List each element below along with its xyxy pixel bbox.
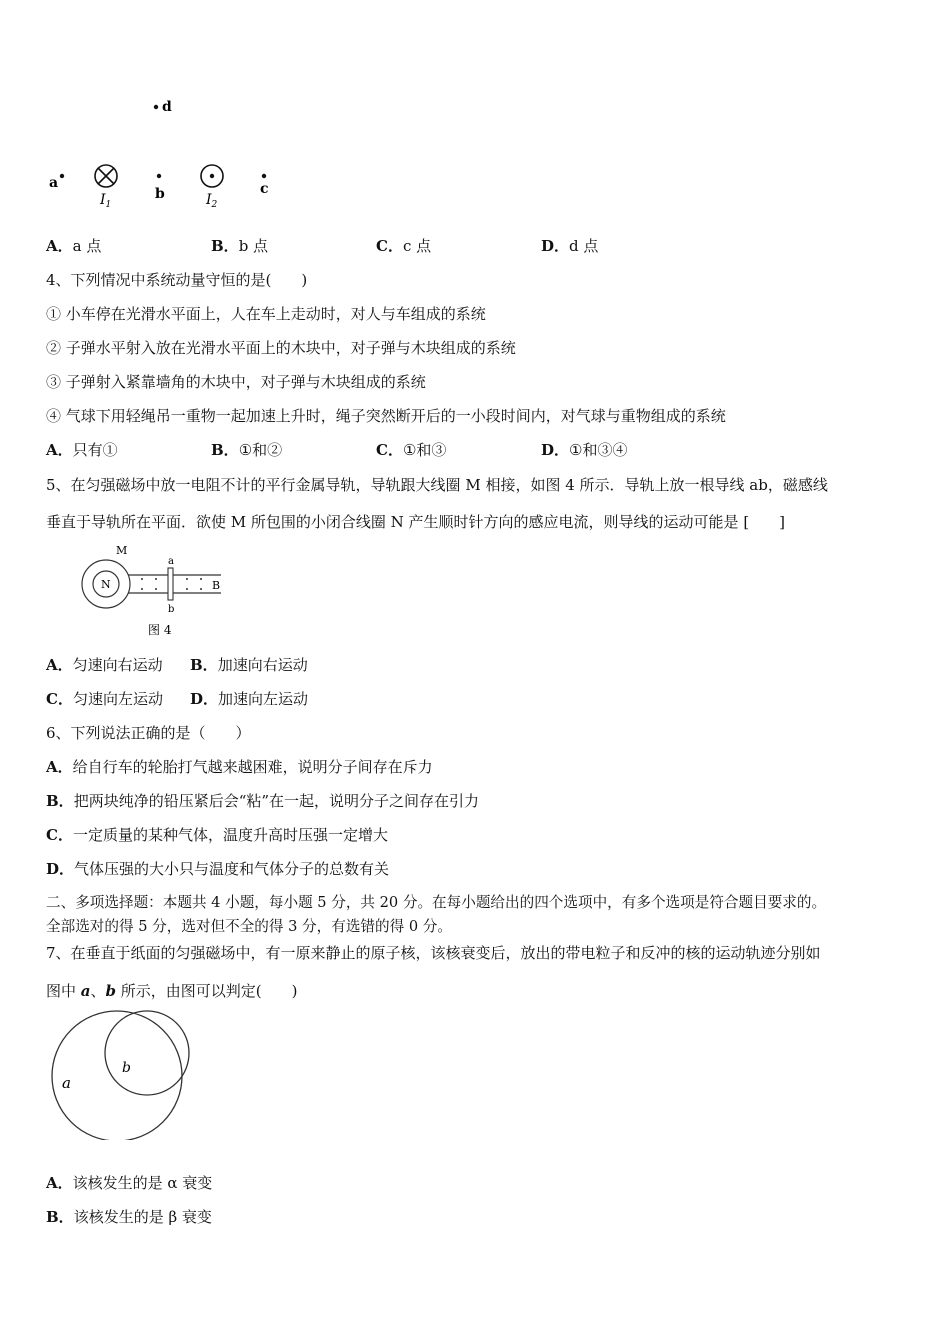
point-b-label: b xyxy=(155,186,165,202)
q4-item-4: ④ 气球下用轻绳吊一重物一起加速上升时，绳子突然断开后的一小段时间内，对气球与重物组成的系统 xyxy=(46,407,726,425)
q6-option-c[interactable]: C．一定质量的某种气体，温度升高时压强一定增大 xyxy=(46,826,388,844)
q7-stem-line2: 图中 a、b 所示，由图可以判定( ) xyxy=(46,982,298,1000)
q4-option-a[interactable]: A．只有① xyxy=(46,441,118,459)
point-a-dot xyxy=(60,174,64,178)
fig3-current-diagram xyxy=(44,92,284,212)
q4-option-d[interactable]: D．①和③④ xyxy=(541,441,628,459)
track-a-label: a xyxy=(62,1074,71,1092)
fig-decay-tracks xyxy=(46,1008,191,1140)
q3-option-c[interactable]: C．c 点 xyxy=(376,237,432,255)
q7-option-b[interactable]: B．该核发生的是 β 衰变 xyxy=(46,1208,212,1226)
q3-option-b[interactable]: B．b 点 xyxy=(211,237,269,255)
q4-option-c[interactable]: C．①和③ xyxy=(376,441,447,459)
current-i2-label: $I_2$ xyxy=(206,192,218,210)
rod-end-b-label: b xyxy=(168,604,175,615)
q6-stem: 6、下列说法正确的是（ ） xyxy=(46,724,251,742)
point-b-dot xyxy=(157,174,161,178)
rod-end-a-label: a xyxy=(168,556,174,567)
track-b-label: b xyxy=(122,1060,131,1076)
fig4-coil-rail-diagram xyxy=(76,542,236,640)
q5-option-a[interactable]: A．匀速向右运动 xyxy=(46,656,163,674)
q4-item-2: ② 子弹水平射入放在光滑水平面上的木块中，对子弹与木块组成的系统 xyxy=(46,339,516,357)
field-b-label: B xyxy=(212,579,221,592)
q6-option-a[interactable]: A．给自行车的轮胎打气越来越困难，说明分子间存在斥力 xyxy=(46,758,433,776)
section2-instructions-line2: 全部选对的得 5 分，选对但不全的得 3 分，有选错的得 0 分。 xyxy=(46,918,452,935)
q7-option-a[interactable]: A．该核发生的是 α 衰变 xyxy=(46,1174,213,1192)
q5-option-d[interactable]: D．加速向左运动 xyxy=(190,690,309,708)
q4-item-1: ① 小车停在光滑水平面上，人在车上走动时，对人与车组成的系统 xyxy=(46,305,486,323)
conductor-ab-rod xyxy=(168,568,173,600)
q7-stem-line1: 7、在垂直于纸面的匀强磁场中，有一原来静止的原子核，该核衰变后，放出的带电粒子和反冲的核的运动轨迹分别如 xyxy=(46,944,821,962)
q4-option-b[interactable]: B．①和② xyxy=(211,441,283,459)
coil-m-label: M xyxy=(116,544,128,557)
q3-option-a[interactable]: A．a 点 xyxy=(46,237,102,255)
fig4-caption: 图 4 xyxy=(148,623,172,637)
q6-option-b[interactable]: B．把两块纯净的铅压紧后会“粘”在一起，说明分子之间存在引力 xyxy=(46,792,480,810)
point-c-label: c xyxy=(260,181,269,197)
point-d-dot xyxy=(154,105,158,109)
section2-instructions-line1: 二、多项选择题：本题共 4 小题，每小题 5 分，共 20 分。在每小题给出的四个选项中，有多个选项是符合题目要求的。 xyxy=(46,894,827,911)
point-a-label: a xyxy=(49,175,59,191)
q5-stem-line1: 5、在匀强磁场中放一电阻不计的平行金属导轨，导轨跟大线圈 M 相接，如图 4 所示．导轨上放一根导线 ab，磁感线 xyxy=(46,476,828,494)
q6-option-d[interactable]: D．气体压强的大小只与温度和气体分子的总数有关 xyxy=(46,860,390,878)
q5-stem-line2: 垂直于导轨所在平面．欲使 M 所包围的小闭合线圈 N 产生顺时针方向的感应电流，则导线的运动可能是 [ ] xyxy=(46,513,786,531)
q5-option-c[interactable]: C．匀速向左运动 xyxy=(46,690,163,708)
point-c-dot xyxy=(262,174,266,178)
coil-n-label: N xyxy=(101,578,111,591)
current-i1-label: $I_1$ xyxy=(100,192,112,210)
track-a-circle xyxy=(52,1011,182,1140)
point-d-label: d xyxy=(162,99,172,115)
q4-item-3: ③ 子弹射入紧靠墙角的木块中，对子弹与木块组成的系统 xyxy=(46,373,426,391)
track-b-circle xyxy=(105,1011,189,1095)
q5-option-b[interactable]: B．加速向右运动 xyxy=(190,656,308,674)
q4-stem: 4、下列情况中系统动量守恒的是( ) xyxy=(46,271,308,289)
q3-option-d[interactable]: D．d 点 xyxy=(541,237,599,255)
